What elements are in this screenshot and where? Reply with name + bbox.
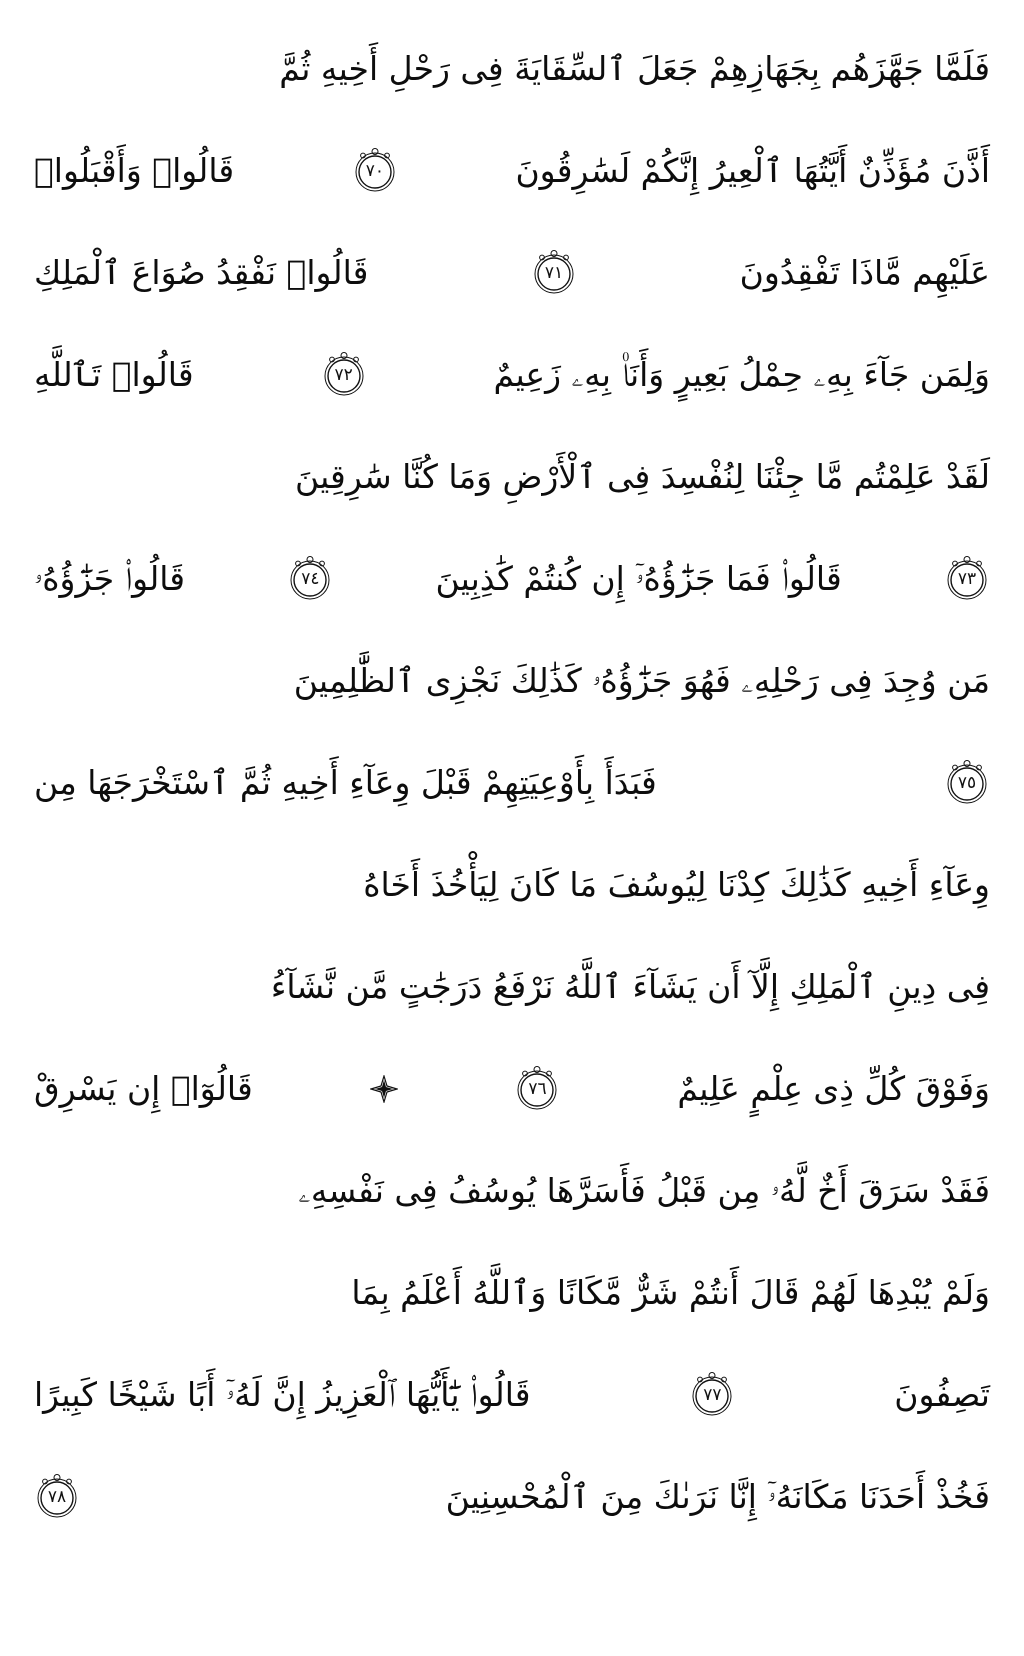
quran-line (34, 1140, 990, 1242)
ayah-number: ٧١ (544, 262, 564, 283)
quran-line (34, 630, 990, 732)
quran-line (34, 936, 990, 1038)
quran-line (34, 426, 990, 528)
ayah-text: قَالُوٓا۟ إِن يَسْرِقْ (34, 1069, 253, 1108)
ayah-text: فِى دِينِ ٱلْمَلِكِ إِلَّآ أَن يَشَآءَ ٱللَّهُ نَرْفَعُ دَرَجَٰتٍ مَّن نَّشَآءُ (270, 967, 990, 1006)
ayah-number-marker (514, 1066, 560, 1112)
ayah-number: ٧٥ (957, 772, 977, 793)
ayah-text: فَخُذْ أَحَدَنَا مَكَانَهُۥٓ إِنَّا نَرَىٰكَ مِنَ ٱلْمُحْسِنِينَ (445, 1477, 990, 1516)
ayah-text: لَقَدْ عَلِمْتُم مَّا جِئْنَا لِنُفْسِدَ فِى ٱلْأَرْضِ وَمَا كُنَّا سَٰرِقِينَ (294, 457, 990, 496)
quran-text-body (34, 18, 990, 1548)
quran-line (34, 1344, 990, 1446)
ayah-text: تَصِفُونَ (894, 1375, 990, 1414)
quran-line (34, 1038, 990, 1140)
quran-line (34, 222, 990, 324)
quran-line (34, 528, 990, 630)
ayah-number: ٧٦ (528, 1078, 547, 1099)
ayah-number: ٧٨ (47, 1486, 67, 1507)
ayah-text: قَالُوا۟ فَمَا جَزَٰٓؤُهُۥٓ إِن كُنتُمْ كَٰذِبِينَ (435, 559, 842, 598)
quran-line (34, 1446, 990, 1548)
quran-line (34, 834, 990, 936)
ayah-number-marker (689, 1372, 735, 1418)
ayah-text: قَالُوا۟ تَٱللَّهِ (34, 355, 194, 394)
ayah-text: قَالُوا۟ جَزَٰٓؤُهُۥ (34, 559, 186, 598)
ayah-text: مَن وُجِدَ فِى رَحْلِهِۦ فَهُوَ جَزَٰٓؤُهُۥ كَذَٰلِكَ نَجْزِى ٱلظَّٰلِمِينَ (293, 661, 990, 700)
ayah-number-marker (531, 250, 577, 296)
ayah-number: ٧٧ (703, 1384, 722, 1405)
quran-line (34, 18, 990, 120)
ayah-number: ٧٠ (365, 160, 384, 181)
ayah-text: قَالُوا۟ وَأَقْبَلُوا۟ (34, 151, 235, 190)
ayah-number: ٧٢ (334, 364, 353, 385)
ayah-text: فَلَمَّا جَهَّزَهُم بِجَهَازِهِمْ جَعَلَ ٱلسِّقَايَةَ فِى رَحْلِ أَخِيهِ ثُمَّ (279, 49, 990, 88)
ayah-number-marker (34, 1474, 80, 1520)
rub-el-hizb-icon (370, 1075, 398, 1103)
quran-line (34, 732, 990, 834)
quran-line (34, 324, 990, 426)
ayah-number-marker (287, 556, 333, 602)
ayah-text: وَلَمْ يُبْدِهَا لَهُمْ قَالَ أَنتُمْ شَرٌّ مَّكَانًا وَٱللَّهُ أَعْلَمُ بِمَا (351, 1273, 990, 1312)
ayah-text: قَالُوا۟ يَٰٓأَيُّهَا ٱلْعَزِيزُ إِنَّ لَهُۥٓ أَبًا شَيْخًا كَبِيرًا (34, 1375, 531, 1414)
ayah-text: قَالُوا۟ نَفْقِدُ صُوَاعَ ٱلْمَلِكِ (34, 253, 369, 292)
ayah-text: فَقَدْ سَرَقَ أَخٌ لَّهُۥ مِن قَبْلُ فَأَسَرَّهَا يُوسُفُ فِى نَفْسِهِۦ (298, 1171, 990, 1210)
ayah-text: فَبَدَأَ بِأَوْعِيَتِهِمْ قَبْلَ وِعَآءِ أَخِيهِ ثُمَّ ٱسْتَخْرَجَهَا مِن (34, 763, 657, 802)
ayah-text: عَلَيْهِم مَّاذَا تَفْقِدُونَ (739, 253, 990, 292)
ayah-number-marker (321, 352, 367, 398)
ayah-number: ٧٣ (957, 568, 977, 589)
ayah-number-marker (352, 148, 398, 194)
ayah-number-marker (944, 760, 990, 806)
ayah-number: ٧٤ (301, 568, 320, 589)
ayah-number-marker (944, 556, 990, 602)
ayah-text: وِعَآءِ أَخِيهِ كَذَٰلِكَ كِدْنَا لِيُوسُفَ مَا كَانَ لِيَأْخُذَ أَخَاهُ (363, 865, 990, 904)
ayah-text: وَلِمَن جَآءَ بِهِۦ حِمْلُ بَعِيرٍ وَأَنَا۠ بِهِۦ زَعِيمٌ (493, 355, 990, 394)
ayah-text: وَفَوْقَ كُلِّ ذِى عِلْمٍ عَلِيمٌ (677, 1069, 990, 1108)
ayah-text: أَذَّنَ مُؤَذِّنٌ أَيَّتُهَا ٱلْعِيرُ إِنَّكُمْ لَسَٰرِقُونَ (515, 151, 990, 190)
quran-line (34, 1242, 990, 1344)
quran-line (34, 120, 990, 222)
